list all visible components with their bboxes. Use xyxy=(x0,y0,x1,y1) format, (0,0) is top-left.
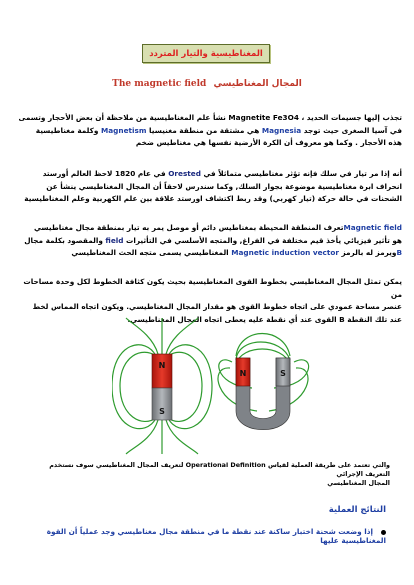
b-symbol: B xyxy=(396,248,402,257)
magnesia-term: Magnesia xyxy=(261,125,302,135)
p1-line2-b: هي مشتقة من منطقة مغنيسيا xyxy=(146,125,262,135)
p2-line3: الشحنات في حالة حركة (تيار كهربي) وقد ربط اكتشاف اورستد علاقة بين علم الكهربية وعلم المغناطيسية xyxy=(24,194,402,203)
paragraph-oersted xyxy=(12,168,402,206)
p1-line2 xyxy=(12,125,402,138)
bullet-icon xyxy=(381,530,386,535)
section-heading xyxy=(0,79,414,89)
magnetism-term: Magnetism xyxy=(100,125,147,135)
p4-line1: يمكن تمثل المجال المغناطيسي بخطوط القوى المغناطيسية بحيث يكون كثافة الخطوط لكل وحدة مساحات من xyxy=(23,277,402,299)
p3-line1-a: تعرف المنطقة المحيطة بمغناطيس دائم أو موصل يمر به تيار بمنطقة مجال مغناطيسي xyxy=(34,223,344,232)
caption-line1-b: لتعريف المجال المغناطيسي سوف نستخدم التعريف الإجرائي xyxy=(49,461,390,478)
bar-south-label: S xyxy=(159,407,165,416)
bullet-text: إذا وضعت شحنة اختبار ساكنة عند نقطة ما في منطقة مجال مغناطيسي وجد عملياً أن القوة المغناطيسية عليها xyxy=(46,527,386,545)
results-bullet xyxy=(30,527,386,545)
section-title-ar: المجال المغناطيسي xyxy=(213,79,302,89)
p3-line2-b: والمقصود بكلمة مجال xyxy=(24,235,106,245)
caption-line2: المجال المغناطيسي xyxy=(327,479,390,487)
p3-line2-a: هو تأثير فيزيائي يأخذ قيم مختلفة في الفراغ, والمتجه الأسلسي في التأثيرات xyxy=(123,235,402,245)
banner-text: المغناطيسية والتيار المتردد xyxy=(149,48,263,59)
caption-line1 xyxy=(30,461,390,479)
p1-line2-c: وكلمة مغناطيسية xyxy=(35,125,101,135)
p2-line1-a: أنه إذا مر تيار في سلك فإنه تؤثر مغناطيسي متماثلاً في xyxy=(200,169,402,178)
paragraph-intro xyxy=(12,112,402,150)
magnetic-field-term: Magnetic field xyxy=(343,223,402,232)
results-heading: النتائج العملية xyxy=(328,505,386,515)
p3-line3-b: المغناطيسي يسمى متجه الحث المغناطيسي xyxy=(71,248,232,257)
bar-magnet xyxy=(152,354,172,420)
figure-caption xyxy=(30,461,390,488)
p3-line3-a: ويرمز له بالرمز xyxy=(338,248,397,257)
caption-line1-a: والتي تعتمد على طريقة العملية لقياس xyxy=(267,461,390,469)
p1-line3: هذه الأحجار . وكما هو معروف أن الكرة الأرضية نفسها هي مغناطيس ضخم xyxy=(135,138,402,147)
p1-line1: تجذب إليها جسيمات الحديد ، Magnetite Fe3O4 نشأ علم المغناطيسية من ملاحظة أن بعض الأحجار وتسمى xyxy=(18,113,402,122)
horseshoe-south-label: S xyxy=(280,369,286,378)
p1-line2-a: في آسيا الصغرى حيث توجد xyxy=(301,125,402,135)
p3-line1 xyxy=(12,222,402,235)
horseshoe-north-label: N xyxy=(239,369,247,378)
p4-line3-a: عند تلك النقطة xyxy=(344,314,402,324)
induction-vector-term: Magnetic induction vector xyxy=(231,248,339,257)
b-symbol-2: B xyxy=(339,314,345,324)
p2-line1 xyxy=(12,168,402,181)
magnets-figure xyxy=(112,316,312,456)
oersted-term: Orested xyxy=(168,169,201,178)
p3-line3 xyxy=(12,247,402,260)
p4-line3-b: القوى عند أي نقطة عليه يعطى اتجاه المجال المغناطيسي. xyxy=(127,314,340,324)
p2-line1-b: في عام 1820 لاحظ العالم أورستد xyxy=(42,169,169,178)
bar-north-label: N xyxy=(158,361,166,370)
horseshoe-field-lines xyxy=(218,334,309,412)
paragraph-field-definition xyxy=(12,222,402,260)
horseshoe-magnet xyxy=(236,358,290,430)
operational-definition-term: Operational Definition xyxy=(185,461,266,469)
section-title-en: The magnetic field xyxy=(112,79,207,89)
p2-line2: انحراف ابرة مغناطيسية موضوعة بجوار السلك, وكما سندرس لاحقاً أن المجال المغناطيسي ينشأ عن xyxy=(46,181,402,191)
chapter-banner xyxy=(142,44,270,63)
field-term: field xyxy=(105,235,124,245)
p3-line2 xyxy=(12,235,402,248)
p4-line2: عنصر مساحة عمودي على اتجاه خطوط القوى هو مقدار المجال المغناطيسي. ويكون اتجاه المماس لخط xyxy=(32,302,402,311)
